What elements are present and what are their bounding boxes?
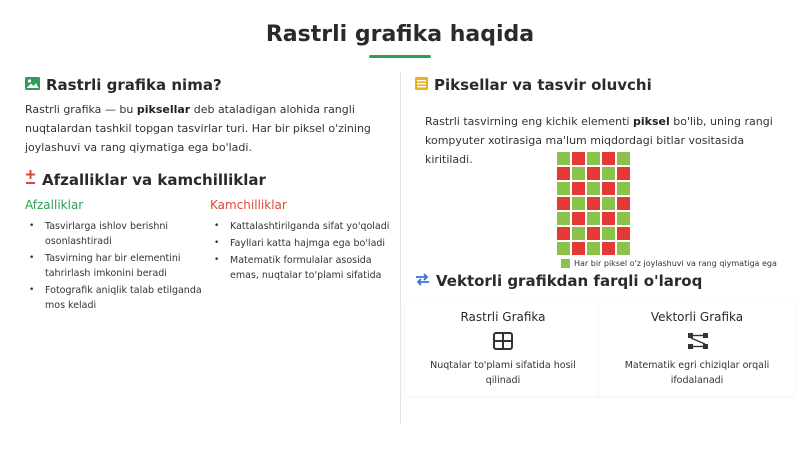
raster-card-title: Rastrli Grafika xyxy=(460,310,546,324)
vector-card-desc: Matematik egri chiziqlar orqali ifodalanadi xyxy=(624,360,770,386)
pixel-cell xyxy=(572,227,585,240)
pixel-cell xyxy=(587,212,600,225)
page-title: Rastrli grafika haqida xyxy=(265,22,535,47)
image-icon xyxy=(25,76,40,94)
list-item: • Fayllari katta hajmga ega bo'ladi xyxy=(210,236,395,251)
section-heading-proscons-text: Afzalliklar va kamchilliklar xyxy=(42,171,266,189)
section-heading-proscons xyxy=(25,170,266,190)
list-item: • Matematik formulalar asosida emas, nuqtalar to'plami sifatida xyxy=(210,253,395,283)
cons-title: Kamchilliklar xyxy=(210,198,287,212)
pixel-cell xyxy=(587,242,600,255)
section-heading-what xyxy=(25,76,222,94)
table-icon xyxy=(415,76,428,94)
pixel-cell xyxy=(557,182,570,195)
pixel-grid xyxy=(557,152,630,255)
vector-nodes-icon xyxy=(687,332,707,350)
pixel-cell xyxy=(602,212,615,225)
section-heading-compare-text: Vektorli grafikdan farqli o'laroq xyxy=(436,272,703,290)
pixel-cell xyxy=(572,152,585,165)
pixel-cell xyxy=(572,242,585,255)
pixel-cell xyxy=(617,167,630,180)
pixel-cell xyxy=(572,167,585,180)
pixels-text-2: bo'lib, uning rangi kompyuter xotirasiga ma'lum miqdordagi bitlar vositasida kiritiladi. xyxy=(425,115,773,166)
pixel-cell xyxy=(602,152,615,165)
list-item: • Kattalashtirilganda sifat yo'qoladi xyxy=(210,219,395,234)
cons-list xyxy=(210,219,395,285)
section-heading-pixels xyxy=(415,76,652,94)
section-heading-compare xyxy=(415,272,702,290)
pixel-cell xyxy=(602,167,615,180)
pixel-cell xyxy=(572,182,585,195)
swap-icon xyxy=(415,272,430,290)
pixel-cell xyxy=(617,242,630,255)
pixel-cell xyxy=(587,182,600,195)
pixel-cell xyxy=(602,197,615,210)
vector-card-title: Vektorli Grafika xyxy=(650,310,744,324)
pixel-cell xyxy=(617,212,630,225)
what-text-bold: piksellar xyxy=(136,103,191,116)
list-item: • Tasvirlarga ishlov berishni osonlashtiradi xyxy=(25,219,205,249)
what-paragraph xyxy=(25,100,375,157)
pixel-cell xyxy=(617,182,630,195)
column-divider xyxy=(400,72,401,424)
section-heading-pixels-text: Piksellar va tasvir oluvchi xyxy=(434,76,652,94)
plus-minus-icon xyxy=(25,170,36,190)
list-item: • Fotografik aniqlik talab etilganda mos keladi xyxy=(25,283,205,313)
legend-swatch xyxy=(561,259,570,268)
pixel-cell xyxy=(557,227,570,240)
pixels-text-bold: piksel xyxy=(632,115,670,128)
pixel-cell xyxy=(602,182,615,195)
pixel-cell xyxy=(602,242,615,255)
grid-icon xyxy=(493,332,513,350)
pixel-cell xyxy=(557,242,570,255)
pros-list xyxy=(25,219,205,315)
raster-card-desc: Nuqtalar to'plami sifatida hosil qilinadi xyxy=(430,360,576,386)
pixel-cell xyxy=(557,197,570,210)
pros-title: Afzalliklar xyxy=(25,198,84,212)
pixel-legend xyxy=(561,259,777,268)
pixel-cell xyxy=(587,197,600,210)
pixel-cell xyxy=(602,227,615,240)
pixel-cell xyxy=(617,152,630,165)
title-underline xyxy=(369,55,431,58)
pixels-text-1: Rastrli tasvirning eng kichik elementi xyxy=(425,115,633,128)
vector-card xyxy=(599,300,795,396)
section-heading-what-text: Rastrli grafika nima? xyxy=(46,76,222,94)
list-item: • Tasvirning har bir elementini tahrirlash imkonini beradi xyxy=(25,251,205,281)
what-text-2: deb ataladigan alohida rangli nuqtalardan tashkil topgan tasvirlar turi. Har bir piksel o'zining joylashuvi va rang qiymatiga ega bo'ladi. xyxy=(25,103,371,154)
legend-text: Har bir piksel o'z joylashuvi va rang qiymatiga ega xyxy=(574,259,777,268)
pixel-cell xyxy=(617,197,630,210)
what-text-1: Rastrli grafika — bu xyxy=(25,103,137,116)
pixel-cell xyxy=(587,227,600,240)
pixel-cell xyxy=(572,197,585,210)
pixel-cell xyxy=(617,227,630,240)
pixel-cell xyxy=(557,167,570,180)
pixel-cell xyxy=(587,152,600,165)
pixel-cell xyxy=(587,167,600,180)
raster-card xyxy=(405,300,601,396)
pixel-cell xyxy=(557,152,570,165)
pixel-cell xyxy=(557,212,570,225)
pixel-cell xyxy=(572,212,585,225)
